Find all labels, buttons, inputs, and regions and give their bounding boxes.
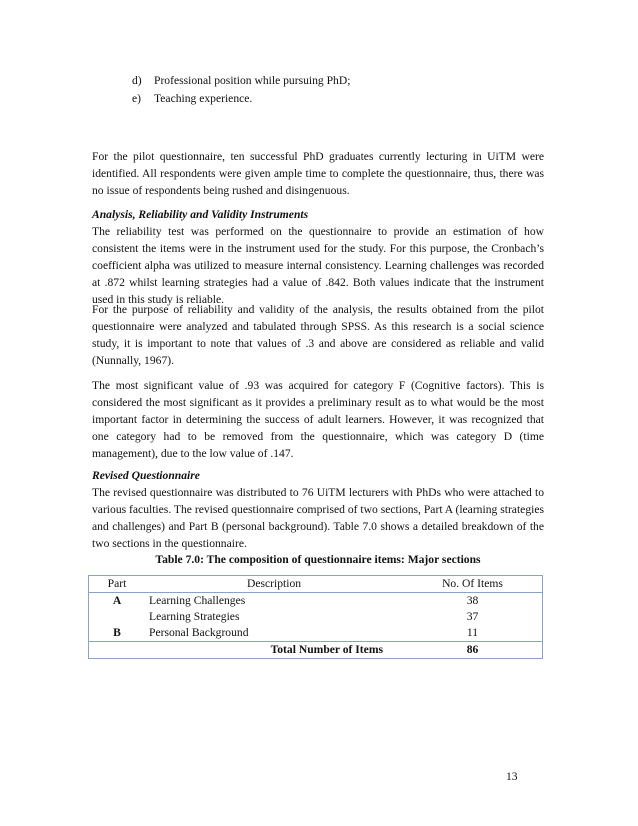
cell-part: A: [112, 594, 122, 607]
list-marker: e): [132, 92, 142, 105]
cell-items: 38: [466, 594, 479, 607]
total-label: Total Number of Items: [145, 642, 403, 659]
cell-description: Learning Strategies: [149, 610, 240, 623]
table-total-row: [89, 642, 543, 659]
total-value: 86: [403, 642, 543, 659]
section-revised: [92, 467, 544, 552]
list: [132, 72, 350, 108]
cell-part: [89, 609, 146, 625]
paragraph-pilot: For the pilot questionnaire, ten successful PhD graduates currently lecturing in UiTM were identified. All respondents were given ample time to complete the questionnaire, thus, there was no issue of respondents being rushed and disingenuous.: [92, 150, 544, 197]
table-row: [89, 609, 543, 625]
section-analysis: [92, 206, 544, 308]
list-marker: d): [132, 74, 142, 87]
cell-description: Personal Background: [149, 626, 249, 639]
paragraph-revised: The revised questionnaire was distributed to 76 UiTM lecturers with PhDs who were attached to various faculties. The revised questionnaire comprised of two sections, Part A (learning strategies and challenges) and Part B (personal background). Table 7.0 shows a detailed breakdown of the two sections in the questionnaire.: [92, 486, 544, 550]
paragraph-validity: For the purpose of reliability and validity of the analysis, the results obtained from the pilot questionnaire were analyzed and tabulated through SPSS. As this research is a social science study, it is important to note that values of .3 and above are considered as reliable and valid (Nunnally, 1967).: [92, 303, 544, 367]
header-description: Description: [145, 576, 403, 593]
list-item: [132, 72, 350, 90]
page-number: 13: [506, 770, 518, 783]
header-part: Part: [89, 576, 146, 593]
cell-description: Learning Challenges: [149, 594, 246, 607]
table-header-row: [89, 576, 543, 593]
cell-part: B: [113, 626, 121, 639]
section-heading: Analysis, Reliability and Validity Instruments: [92, 208, 309, 221]
cell-items: 11: [466, 626, 479, 639]
table-row: [89, 593, 543, 610]
list-item-text: Teaching experience.: [154, 92, 253, 105]
composition-table: [88, 575, 543, 659]
paragraph-significant: The most significant value of .93 was acquired for category F (Cognitive factors). This is considered the most significant as it provides a preliminary result as to what would be the most important factor in determining the success of adult learners. However, it was recognized that one category had to be removed from the questionnaire, which was category D (time management), due to the low value of .147.: [92, 379, 544, 460]
cell-empty: [89, 642, 146, 659]
section-heading: Revised Questionnaire: [92, 469, 200, 482]
list-item: [132, 90, 350, 108]
table-caption: Table 7.0: The composition of questionnaire items: Major sections: [155, 553, 481, 566]
paragraph-reliability: The reliability test was performed on the questionnaire to provide an estimation of how consistent the items were in the instrument used for the study. For this purpose, the Cronbach’s coefficient alpha was utilized to measure internal consistency. Learning challenges was recorded at .872 whilst learning strategies had a value of .842. Both values indicate that the instrument used in this study is reliable.: [92, 225, 544, 306]
cell-items: 37: [466, 610, 479, 623]
list-item-text: Professional position while pursuing PhD;: [154, 74, 351, 87]
table-row: [89, 625, 543, 642]
header-items: No. Of Items: [403, 576, 543, 593]
